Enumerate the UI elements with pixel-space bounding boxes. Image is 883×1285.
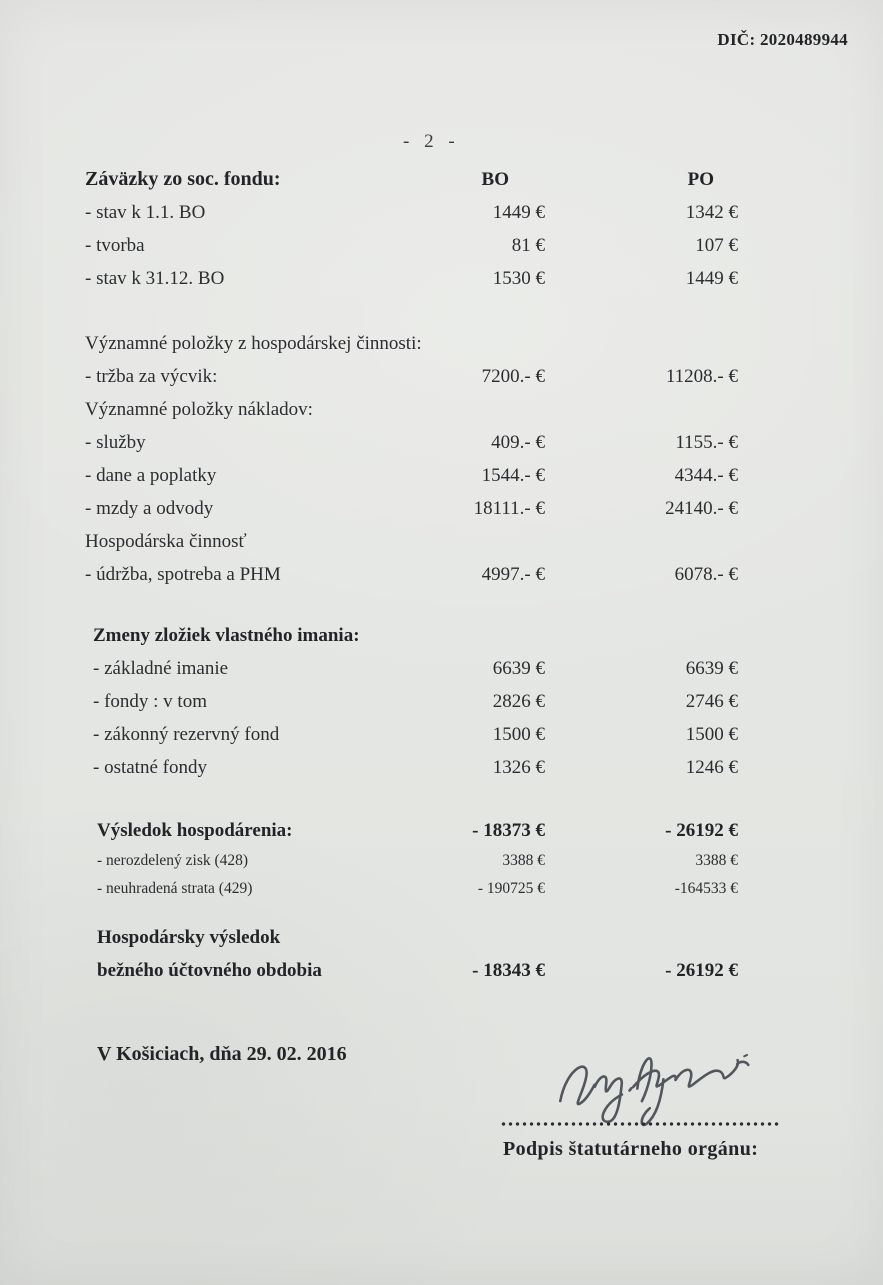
row-label: - mzdy a odvody <box>85 498 214 519</box>
table-row <box>85 847 738 875</box>
row-label: - údržba, spotreba a PHM <box>85 564 281 585</box>
section-title-hosp-vysledok: Hospodársky výsledok <box>97 927 281 948</box>
row-label: - fondy : v tom <box>93 691 207 712</box>
table-row <box>85 751 738 784</box>
row-value-po <box>545 619 738 652</box>
row-value-bo: 2826 € <box>492 691 545 712</box>
row-value-bo: 409.- € <box>491 432 545 453</box>
section-label: Významné položky nákladov: <box>85 399 313 420</box>
row-value-po <box>545 525 738 558</box>
table-row <box>85 459 738 492</box>
row-value-po: 4344.- € <box>674 465 738 486</box>
row-value-po <box>545 921 738 954</box>
row-value-bo: 1544.- € <box>481 465 545 486</box>
row-value-bo: - 190725 € <box>477 880 545 897</box>
row-value-po: 6639 € <box>685 658 738 679</box>
section-label-row <box>85 393 738 426</box>
row-value-po: 6078.- € <box>674 564 738 585</box>
section-title-row <box>85 619 738 652</box>
row-value-bo: 4997.- € <box>481 564 545 585</box>
row-value-bo: 18111.- € <box>473 498 545 519</box>
financial-table <box>85 163 738 987</box>
table-row <box>85 360 738 393</box>
table-row <box>85 492 738 525</box>
row-value-po: - 26192 € <box>665 960 738 981</box>
table-row <box>85 558 738 591</box>
row-value-bo: - 18373 € <box>472 820 545 841</box>
row-value-po <box>545 393 738 426</box>
signature-dotted-line <box>500 1121 780 1127</box>
row-value-po: 1246 € <box>685 757 738 778</box>
row-value-bo: 6639 € <box>492 658 545 679</box>
row-value-bo <box>385 619 545 652</box>
row-value-po: 1342 € <box>685 202 738 223</box>
row-value-po: 1449 € <box>685 268 738 289</box>
row-label: - stav k 1.1. BO <box>85 202 206 223</box>
row-value-po: 3388 € <box>695 852 738 869</box>
row-label: - nerozdelený zisk (428) <box>97 852 249 869</box>
row-label: - služby <box>85 432 146 453</box>
row-label: - tržba za výcvik: <box>85 366 218 387</box>
section-title-vlastne-imanie: Zmeny zložiek vlastného imania: <box>93 625 360 646</box>
row-value-bo <box>385 393 545 426</box>
row-value-bo: 1326 € <box>492 757 545 778</box>
result-row <box>85 814 738 847</box>
row-value-po: 24140.- € <box>665 498 738 519</box>
row-value-po: 107 € <box>695 235 738 256</box>
row-label: - dane a poplatky <box>85 465 217 486</box>
row-value-bo: 7200.- € <box>481 366 545 387</box>
section-title-vysledok: Výsledok hospodárenia: <box>97 820 293 841</box>
tax-id: DIČ: 2020489944 <box>717 30 848 49</box>
row-label: - ostatné fondy <box>93 757 207 778</box>
signature-caption: Podpis štatutárneho orgánu: <box>503 1138 759 1160</box>
date-line: V Košiciach, dňa 29. 02. 2016 <box>97 1043 347 1065</box>
section-title-row <box>85 921 738 954</box>
table-row <box>85 262 738 295</box>
row-value-bo: 81 € <box>511 235 545 256</box>
section-label: Významné položky z hospodárskej činnosti: <box>85 333 422 354</box>
row-value-po: 1155.- € <box>675 432 738 453</box>
row-value-po <box>545 327 738 360</box>
row-value-po: -164533 € <box>674 880 738 897</box>
section-label-row <box>85 327 738 360</box>
row-value-po: 2746 € <box>685 691 738 712</box>
signature-image <box>543 1040 758 1130</box>
table-row <box>85 229 738 262</box>
row-label: - zákonný rezervný fond <box>93 724 280 745</box>
row-value-po: 11208.- € <box>665 366 738 387</box>
column-header-po: PO <box>687 169 714 190</box>
table-row <box>85 426 738 459</box>
section-title-soc-fond: Záväzky zo soc. fondu: <box>85 168 281 190</box>
result-row <box>85 954 738 987</box>
table-row <box>85 685 738 718</box>
row-label: - základné imanie <box>93 658 229 679</box>
row-value-bo <box>385 327 545 360</box>
table-row <box>85 652 738 685</box>
row-value-bo: 1500 € <box>492 724 545 745</box>
row-label: - tvorba <box>85 235 145 256</box>
column-header-bo: BO <box>481 169 509 190</box>
table-row <box>85 875 738 903</box>
table-row <box>85 718 738 751</box>
row-label: - neuhradená strata (429) <box>97 880 253 897</box>
row-value-po: 1500 € <box>685 724 738 745</box>
row-value-po: - 26192 € <box>665 820 738 841</box>
table-row <box>85 196 738 229</box>
table-header-row <box>85 163 738 196</box>
row-value-bo <box>385 921 545 954</box>
page-number: - 2 - <box>403 131 460 152</box>
section-label-row <box>85 525 738 558</box>
section-label: Hospodárska činnosť <box>85 531 247 552</box>
row-value-bo <box>385 525 545 558</box>
row-value-bo: - 18343 € <box>472 960 545 981</box>
row-value-bo: 1530 € <box>492 268 545 289</box>
row-value-bo: 1449 € <box>492 202 545 223</box>
row-label: - stav k 31.12. BO <box>85 268 225 289</box>
row-value-bo: 3388 € <box>502 852 545 869</box>
row-label: bežného účtovného obdobia <box>97 960 322 981</box>
